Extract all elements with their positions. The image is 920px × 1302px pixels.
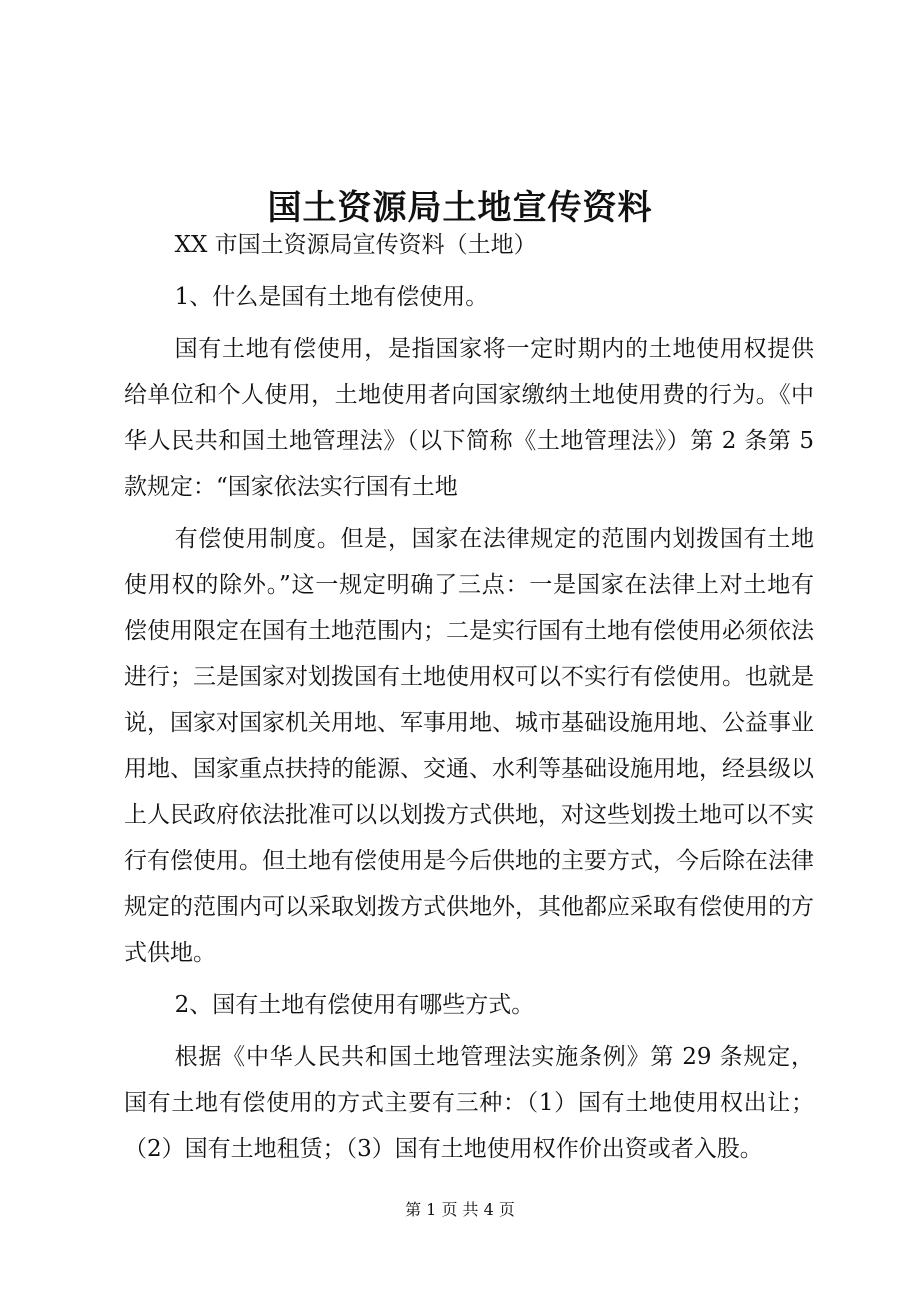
body-paragraph: 根据《中华人民共和国土地管理法实施条例》第 29 条规定，国有土地有偿使用的方式主要有三种：（1）国有土地使用权出让；（2）国有土地租赁；（3）国有土地使用权作价出资或者入股。 [124, 1044, 814, 1162]
body-paragraph: 有偿使用制度。但是，国家在法律规定的范围内划拨国有土地使用权的除外。”这一规定明确了三点：一是国家在法律上对土地有偿使用限定在国有土地范围内；二是实行国有土地有偿使用必须依法进行；三是国家对划拨国有土地使用权可以不实行有偿使用。也就是说，国家对国家机关用地、军事用地、城市基础设施用地、公益事业用地、国家重点扶持的能源、交通、水利等基础设施用地，经县级以上人民政府依法批准可以以划拨方式供地，对这些划拨土地可以不实行有偿使用。但土地有偿使用是今后供地的主要方式，今后除在法律规定的范围内可以采取划拨方式供地外，其他都应采取有偿使用的方式供地。 [124, 526, 814, 966]
subtitle-paragraph: XX 市国土资源局宣传资料（土地） [174, 232, 537, 258]
question-heading-2: 2、国有土地有偿使用有哪些方式。 [174, 992, 535, 1018]
document-body [124, 222, 822, 1172]
page-footer: 第 1 页 共 4 页 [405, 1200, 515, 1219]
document-title: 国土资源局土地宣传资料 [267, 187, 653, 228]
question-heading-1: 1、什么是国有土地有偿使用。 [174, 284, 489, 310]
body-paragraph: 国有土地有偿使用，是指国家将一定时期内的土地使用权提供给单位和个人使用，土地使用者向国家缴纳土地使用费的行为。《中华人民共和国土地管理法》（以下简称《土地管理法》）第 2 条第 5 款规定：“国家依法实行国有土地 [124, 336, 822, 500]
